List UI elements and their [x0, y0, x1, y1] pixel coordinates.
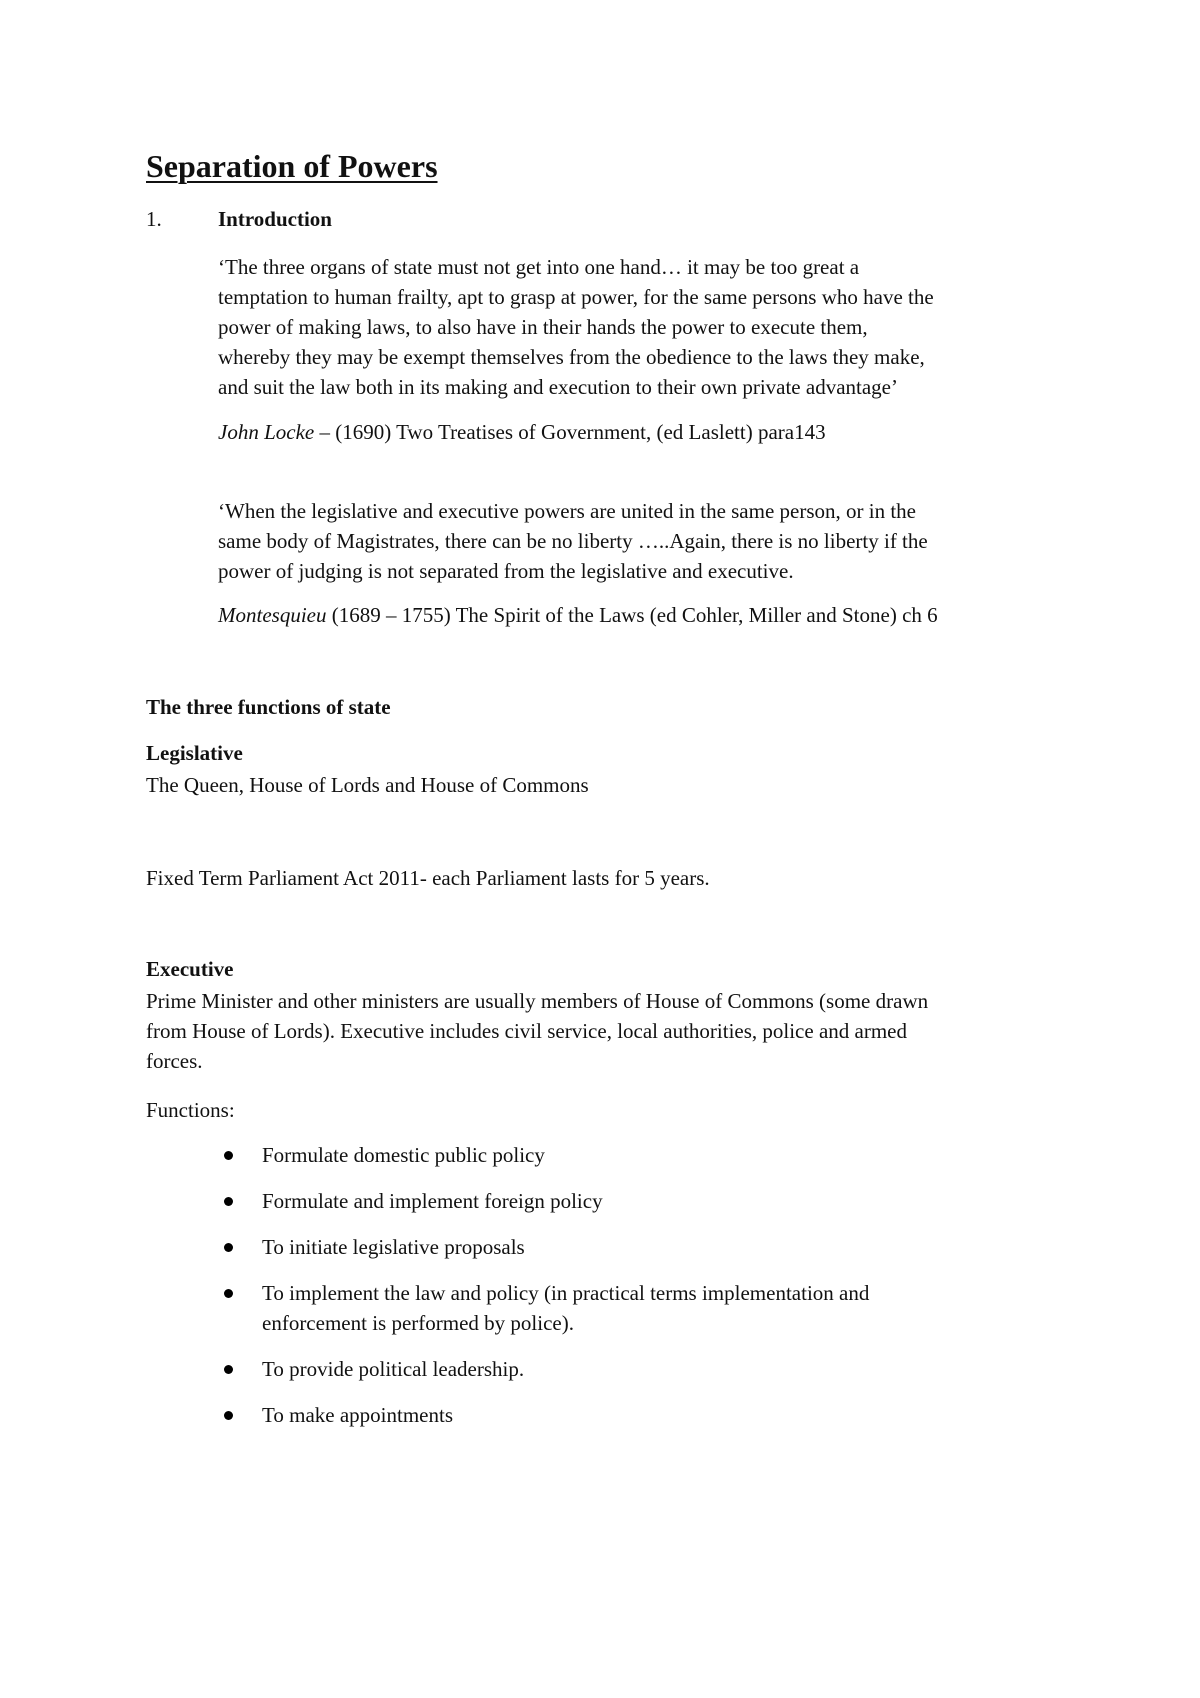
- document-title: Separation of Powers: [146, 148, 438, 184]
- montesquieu-quote: [218, 496, 928, 586]
- quote-line: power of making laws, to also have in their hands the power to execute them,: [218, 315, 868, 339]
- quote-line: same body of Magistrates, there can be no liberty …..Again, there is no liberty if the: [218, 529, 928, 553]
- list-item-text: Formulate domestic public policy: [262, 1143, 545, 1167]
- section-title: Introduction: [218, 207, 332, 231]
- list-item-text: enforcement is performed by police).: [262, 1311, 574, 1335]
- list-item: [222, 1354, 869, 1384]
- quote-line: and suit the law both in its making and execution to their own private advantage’: [218, 375, 898, 399]
- functions-label: Functions:: [146, 1098, 235, 1122]
- citation-source: – (1690) Two Treatises of Government, (ed Laslett) para143: [314, 420, 826, 444]
- legislative-text: The Queen, House of Lords and House of Commons: [146, 773, 589, 797]
- executive-heading: Executive: [146, 957, 234, 981]
- citation-author: John Locke: [218, 420, 315, 444]
- list-item: [222, 1400, 869, 1430]
- bullet-icon: [224, 1289, 233, 1298]
- quote-line: power of judging is not separated from the legislative and executive.: [218, 559, 794, 583]
- section-number: 1.: [146, 207, 162, 231]
- list-item: [222, 1232, 869, 1262]
- functions-of-state-heading: The three functions of state: [146, 695, 391, 719]
- bullet-icon: [224, 1411, 233, 1420]
- list-item: [222, 1140, 869, 1170]
- fixed-term-text: Fixed Term Parliament Act 2011- each Parliament lasts for 5 years.: [146, 866, 710, 890]
- executive-line: forces.: [146, 1049, 203, 1073]
- list-item: [222, 1186, 869, 1216]
- legislative-heading: Legislative: [146, 741, 243, 765]
- executive-line: Prime Minister and other ministers are usually members of House of Commons (some drawn: [146, 989, 929, 1013]
- bullet-icon: [224, 1151, 233, 1160]
- quote-line: ‘When the legislative and executive powers are united in the same person, or in the: [218, 499, 917, 523]
- list-item: [222, 1278, 869, 1338]
- list-item-text: To implement the law and policy (in practical terms implementation and: [262, 1281, 870, 1305]
- list-item-text: To provide political leadership.: [262, 1357, 525, 1381]
- list-item-text: To make appointments: [262, 1403, 453, 1427]
- quote-line: temptation to human frailty, apt to grasp at power, for the same persons who have the: [218, 285, 934, 309]
- executive-line: from House of Lords). Executive includes civil service, local authorities, police and armed: [146, 1019, 907, 1043]
- locke-quote: [218, 252, 934, 402]
- bullet-icon: [224, 1197, 233, 1206]
- functions-list: [222, 1140, 869, 1446]
- citation-source: (1689 – 1755) The Spirit of the Laws (ed Cohler, Miller and Stone) ch 6: [326, 603, 938, 627]
- bullet-icon: [224, 1243, 233, 1252]
- citation-author: Montesquieu: [218, 603, 327, 627]
- bullet-icon: [224, 1365, 233, 1374]
- list-item-text: To initiate legislative proposals: [262, 1235, 525, 1259]
- list-item-text: Formulate and implement foreign policy: [262, 1189, 603, 1213]
- quote-line: whereby they may be exempt themselves from the obedience to the laws they make,: [218, 345, 925, 369]
- quote-line: ‘The three organs of state must not get into one hand… it may be too great a: [218, 255, 860, 279]
- executive-text: [146, 986, 928, 1076]
- montesquieu-citation: [218, 603, 938, 628]
- locke-citation: [218, 420, 826, 445]
